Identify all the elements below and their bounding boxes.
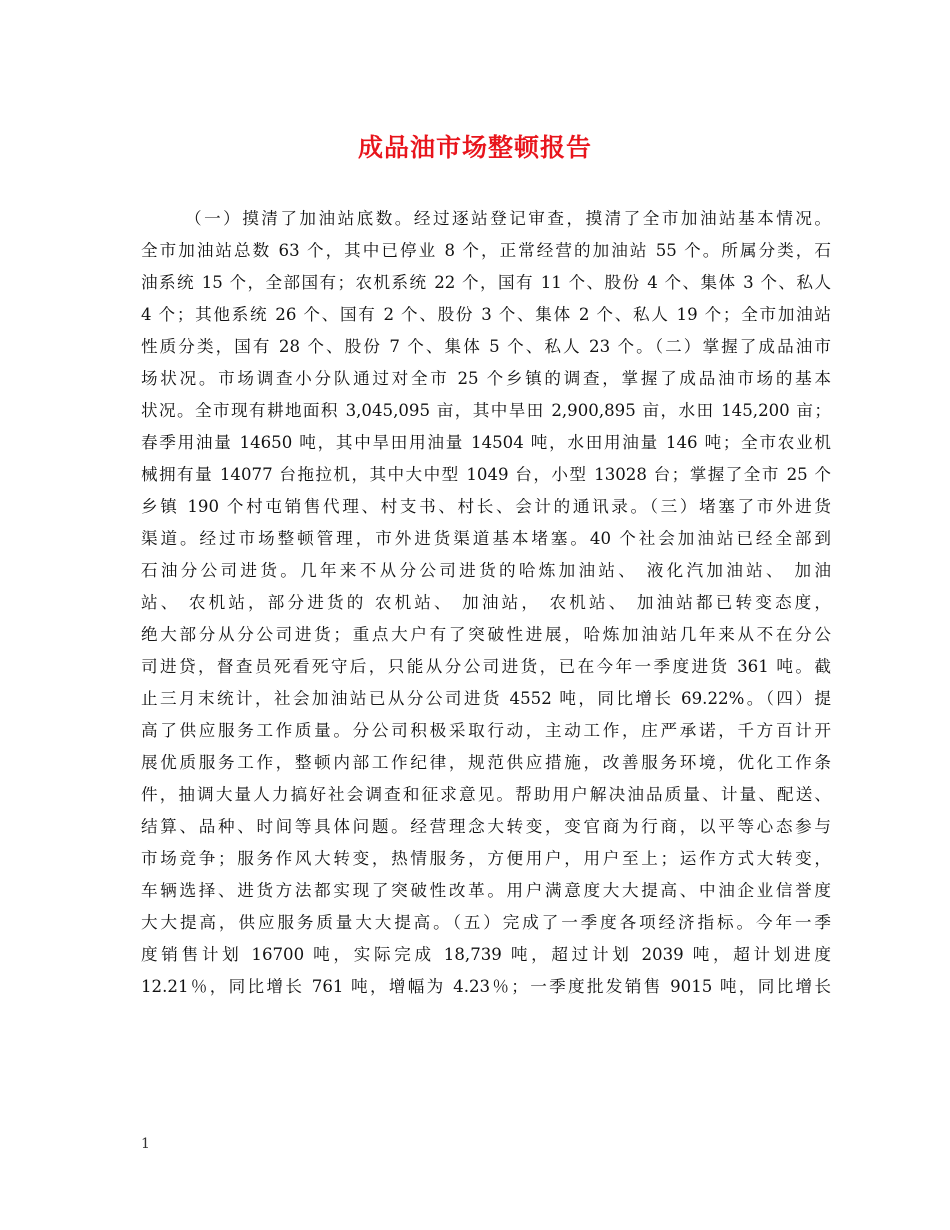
document-body — [141, 203, 831, 1003]
body-line: （一）摸清了加油站底数。经过逐站登记审查，摸清了全市加油站基本情况。 — [185, 209, 831, 228]
body-line: 械拥有量 14077 台拖拉机，其中大中型 1049 台，小型 13028 台；掌握了全市 25 个 — [141, 465, 831, 484]
body-line: 市场竞争；服务作风大转变，热情服务，方便用户，用户至上；运作方式大转变， — [141, 849, 831, 868]
body-line: 乡镇 190 个村屯销售代理、村支书、村长、会计的通讯录。（三）堵塞了市外进货 — [141, 497, 831, 516]
body-line: 结算、品种、时间等具体问题。经营理念大转变，变官商为行商，以平等心态参与 — [141, 817, 831, 836]
body-line: 石油分公司进货。几年来不从分公司进货的哈炼加油站、 液化汽加油站、 加油 — [141, 561, 831, 580]
body-line: 高了供应服务工作质量。分公司积极采取行动，主动工作，庄严承诺，千方百计开 — [141, 721, 831, 740]
document-title: 成品油市场整顿报告 — [357, 133, 592, 162]
body-line: 场状况。市场调查小分队通过对全市 25 个乡镇的调查，掌握了成品油市场的基本 — [141, 369, 831, 388]
body-line: 件，抽调大量人力搞好社会调查和征求意见。帮助用户解决油品质量、计量、配送、 — [141, 785, 831, 804]
body-line: 4 个；其他系统 26 个、国有 2 个、股份 3 个、集体 2 个、私人 19 个；全市加油站 — [141, 305, 831, 324]
body-line: 止三月末统计，社会加油站已从分公司进货 4552 吨，同比增长 69.22%。（四）提 — [141, 689, 831, 708]
body-line: 司进贷，督查员死看死守后，只能从分公司进货，已在今年一季度进货 361 吨。截 — [141, 657, 831, 676]
body-line: 渠道。经过市场整顿管理，市外进货渠道基本堵塞。40 个社会加油站已经全部到 — [141, 529, 831, 548]
body-line: 油系统 15 个，全部国有；农机系统 22 个，国有 11 个、股份 4 个、集体 3 个、私人 — [141, 273, 831, 292]
body-line: 状况。全市现有耕地面积 3,045,095 亩，其中旱田 2,900,895 亩，水田 145,200 亩； — [141, 401, 831, 420]
body-line: 站、 农机站，部分进货的 农机站、 加油站， 农机站、 加油站都已转变态度， — [141, 593, 831, 612]
body-line: 大大提高，供应服务质量大大提高。（五）完成了一季度各项经济指标。今年一季 — [141, 913, 831, 932]
body-line: 全市加油站总数 63 个，其中已停业 8 个，正常经营的加油站 55 个。所属分类，石 — [141, 241, 831, 260]
body-line: 12.21％，同比增长 761 吨，增幅为 4.23％；一季度批发销售 9015 吨，同比增长 — [141, 977, 831, 996]
body-line: 度销售计划 16700 吨，实际完成 18,739 吨，超过计划 2039 吨，超计划进度 — [141, 945, 831, 964]
body-line: 绝大部分从分公司进货；重点大户有了突破性进展，哈炼加油站几年来从不在分公 — [141, 625, 831, 644]
body-line: 春季用油量 14650 吨，其中旱田用油量 14504 吨，水田用油量 146 吨；全市农业机 — [141, 433, 831, 452]
body-line: 展优质服务工作，整顿内部工作纪律，规范供应措施，改善服务环境，优化工作条 — [141, 753, 831, 772]
body-line: 车辆选择、进货方法都实现了突破性改革。用户满意度大大提高、中油企业信誉度 — [141, 881, 831, 900]
page-number: 1 — [141, 1136, 150, 1152]
body-line: 性质分类，国有 28 个、股份 7 个、集体 5 个、私人 23 个。（二）掌握了成品油市 — [141, 337, 831, 356]
